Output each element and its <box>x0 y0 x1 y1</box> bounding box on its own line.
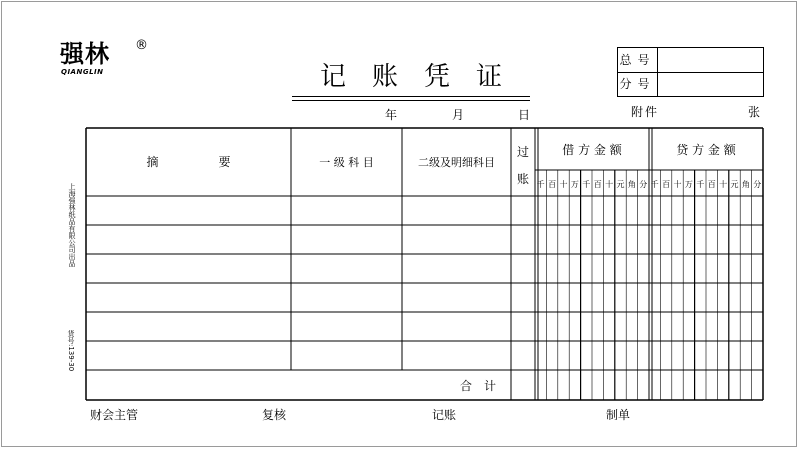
debit-digit-label: 百 <box>593 180 602 189</box>
footer-review: 复核 <box>262 408 287 422</box>
attachment-label: 附件 <box>631 105 660 119</box>
date-day-label: 日 <box>518 108 531 122</box>
credit-digit-label: 分 <box>753 180 762 189</box>
debit-digit-label: 千 <box>582 180 591 189</box>
debit-digit-label: 角 <box>627 180 636 189</box>
header-credit: 贷 方 金 额 <box>676 143 736 157</box>
credit-digit-label: 角 <box>741 180 750 189</box>
header-debit: 借 方 金 额 <box>562 143 622 157</box>
header-first-account: 一 级 科 目 <box>319 156 374 169</box>
debit-digit-label: 元 <box>616 180 625 189</box>
total-number-label: 总号 <box>618 48 658 72</box>
registered-mark: ® <box>135 38 148 53</box>
product-code: 货号:139-30 <box>67 330 75 372</box>
credit-digit-label: 十 <box>673 180 682 189</box>
header-posted-bottom: 账 <box>516 172 530 186</box>
debit-digit-label: 十 <box>605 180 614 189</box>
credit-digit-label: 千 <box>696 180 705 189</box>
credit-digit-label: 元 <box>730 180 739 189</box>
attachment-unit: 张 <box>748 105 761 119</box>
credit-digit-label: 百 <box>707 180 716 189</box>
credit-digit-label: 千 <box>650 180 659 189</box>
date-year-label: 年 <box>385 108 398 122</box>
date-month-label: 月 <box>452 108 465 122</box>
credit-digit-label: 百 <box>662 180 671 189</box>
debit-digit-label: 分 <box>639 180 648 189</box>
footer-bookkeeping: 记账 <box>432 408 457 422</box>
debit-digit-label: 百 <box>548 180 557 189</box>
footer-prepared: 制单 <box>606 408 631 422</box>
total-label: 合 计 <box>459 379 497 393</box>
voucher-title: 记账凭证 <box>319 62 528 92</box>
debit-digit-label: 万 <box>570 180 579 189</box>
brand-name: 强林 <box>60 40 110 68</box>
footer-supervisor: 财会主管 <box>90 408 139 422</box>
header-detail-account: 二级及明细科目 <box>418 156 495 169</box>
sub-number-label: 分号 <box>618 72 658 96</box>
credit-digit-label: 万 <box>684 180 693 189</box>
manufacturer-text: 上海强林纸品有限公司出品 <box>68 183 76 267</box>
debit-digit-label: 千 <box>536 180 545 189</box>
credit-digit-label: 十 <box>719 180 728 189</box>
brand-subtitle: QIANGLIN <box>61 68 104 76</box>
header-posted-top: 过 <box>516 145 530 159</box>
debit-digit-label: 十 <box>559 180 568 189</box>
header-summary: 摘 要 <box>146 155 231 169</box>
